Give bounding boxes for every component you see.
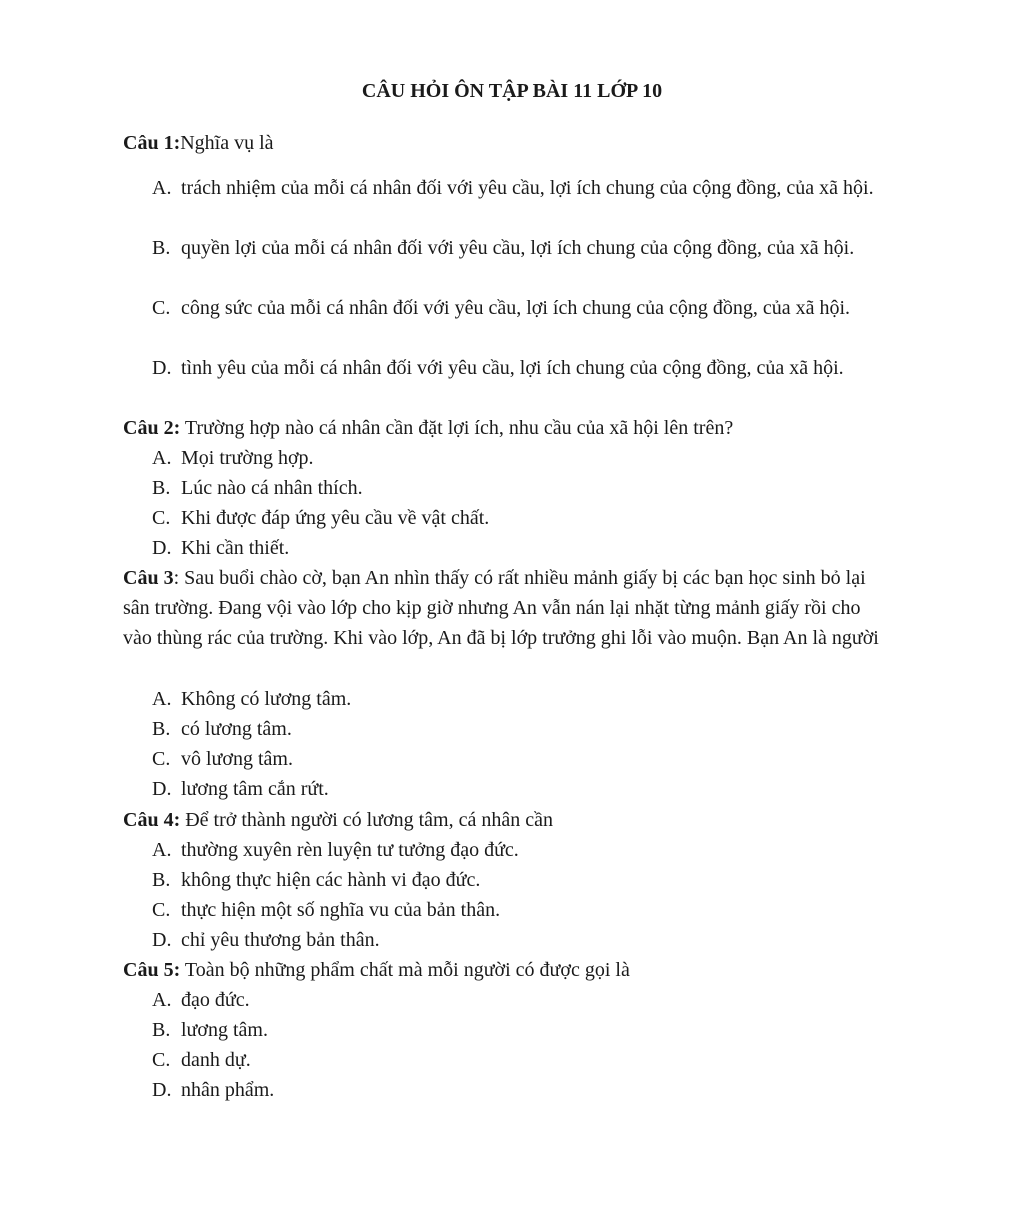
- question-3-label: Câu 3: [123, 567, 174, 589]
- option-text: không thực hiện các hành vi đạo đức.: [181, 869, 481, 891]
- question-5-option-d: [152, 1075, 921, 1105]
- question-1-option-d: [152, 353, 921, 383]
- option-letter: C.: [152, 507, 171, 529]
- option-letter: D.: [152, 929, 172, 951]
- option-text: công sức của mỗi cá nhân đối với yêu cầu, lợi ích chung của cộng đồng, của xã hội.: [181, 297, 851, 319]
- question-3-option-c: [152, 744, 921, 774]
- question-1-option-a: [152, 173, 921, 203]
- option-text: tình yêu của mỗi cá nhân đối với yêu cầu, lợi ích chung của cộng đồng, của xã hội.: [181, 357, 844, 379]
- question-5-text: Toàn bộ những phẩm chất mà mỗi người có được gọi là: [180, 959, 630, 981]
- option-text: thực hiện một số nghĩa vu của bản thân.: [181, 899, 501, 921]
- option-letter: D.: [152, 537, 172, 559]
- option-letter: A.: [152, 688, 172, 710]
- option-text: lương tâm cắn rứt.: [181, 778, 329, 800]
- option-letter: D.: [152, 778, 172, 800]
- option-letter: C.: [152, 297, 171, 319]
- question-3: [123, 563, 888, 653]
- option-letter: A.: [152, 839, 172, 861]
- option-letter: B.: [152, 1019, 171, 1041]
- option-letter: B.: [152, 718, 171, 740]
- question-3-text: : Sau buổi chào cờ, bạn An nhìn thấy có rất nhiều mảnh giấy bị các bạn học sinh bỏ lại sân trường. Đang vội vào lớp cho kịp giờ nhưng An vẫn nán lại nhặt từng mảnh giấy rồi cho vào thùng rác của trường. Khi vào lớp, An đã bị lớp trưởng ghi lỗi vào muộn. Bạn An là người: [123, 567, 879, 649]
- question-2-label: Câu 2:: [123, 417, 181, 439]
- question-1-text: Nghĩa vụ là: [180, 132, 274, 154]
- question-2-text: Trường hợp nào cá nhân cần đặt lợi ích, nhu cầu của xã hội lên trên?: [180, 417, 734, 439]
- question-4-label: Câu 4:: [123, 809, 181, 831]
- option-text: đạo đức.: [181, 989, 250, 1011]
- option-letter: A.: [152, 177, 172, 199]
- option-text: thường xuyên rèn luyện tư tưởng đạo đức.: [181, 839, 519, 861]
- option-text: chỉ yêu thương bản thân.: [181, 929, 380, 951]
- option-letter: D.: [152, 357, 172, 379]
- document-title: CÂU HỎI ÔN TẬP BÀI 11 LỚP 10: [361, 80, 663, 102]
- question-1-option-c: [152, 293, 921, 323]
- question-2-option-d: [152, 533, 921, 563]
- question-2: [123, 413, 893, 443]
- question-4-option-a: [152, 835, 921, 865]
- option-text: trách nhiệm của mỗi cá nhân đối với yêu cầu, lợi ích chung của cộng đồng, của xã hội.: [181, 177, 874, 199]
- question-4-option-d: [152, 925, 921, 955]
- question-2-option-b: [152, 473, 921, 503]
- option-text: lương tâm.: [181, 1019, 268, 1041]
- option-text: vô lương tâm.: [181, 748, 293, 770]
- option-text: có lương tâm.: [181, 718, 292, 740]
- option-text: Không có lương tâm.: [181, 688, 352, 710]
- question-5-label: Câu 5:: [123, 959, 181, 981]
- question-4-option-b: [152, 865, 921, 895]
- option-text: Khi được đáp ứng yêu cầu về vật chất.: [181, 507, 490, 529]
- question-5-option-a: [152, 985, 921, 1015]
- option-text: Mọi trường hợp.: [181, 447, 314, 469]
- option-text: Lúc nào cá nhân thích.: [181, 477, 363, 499]
- question-1-option-b: [152, 233, 921, 263]
- option-letter: B.: [152, 477, 171, 499]
- option-letter: B.: [152, 869, 171, 891]
- option-text: quyền lợi của mỗi cá nhân đối với yêu cầu, lợi ích chung của cộng đồng, của xã hội.: [181, 237, 855, 259]
- option-letter: A.: [152, 989, 172, 1011]
- option-letter: C.: [152, 748, 171, 770]
- option-text: Khi cần thiết.: [181, 537, 290, 559]
- question-5-option-c: [152, 1045, 921, 1075]
- question-5: [123, 955, 893, 985]
- option-letter: C.: [152, 1049, 171, 1071]
- option-text: nhân phẩm.: [181, 1079, 275, 1101]
- option-text: danh dự.: [181, 1049, 251, 1071]
- option-letter: A.: [152, 447, 172, 469]
- question-4: [123, 805, 893, 835]
- option-letter: C.: [152, 899, 171, 921]
- question-4-text: Để trở thành người có lương tâm, cá nhân cần: [180, 809, 553, 831]
- question-5-option-b: [152, 1015, 921, 1045]
- question-2-option-a: [152, 443, 921, 473]
- question-1: [123, 128, 893, 158]
- question-3-option-d: [152, 774, 921, 804]
- question-2-option-c: [152, 503, 921, 533]
- question-3-option-a: [152, 684, 921, 714]
- question-1-label: Câu 1:: [123, 132, 181, 154]
- question-3-option-b: [152, 714, 921, 744]
- option-letter: D.: [152, 1079, 172, 1101]
- question-4-option-c: [152, 895, 921, 925]
- option-letter: B.: [152, 237, 171, 259]
